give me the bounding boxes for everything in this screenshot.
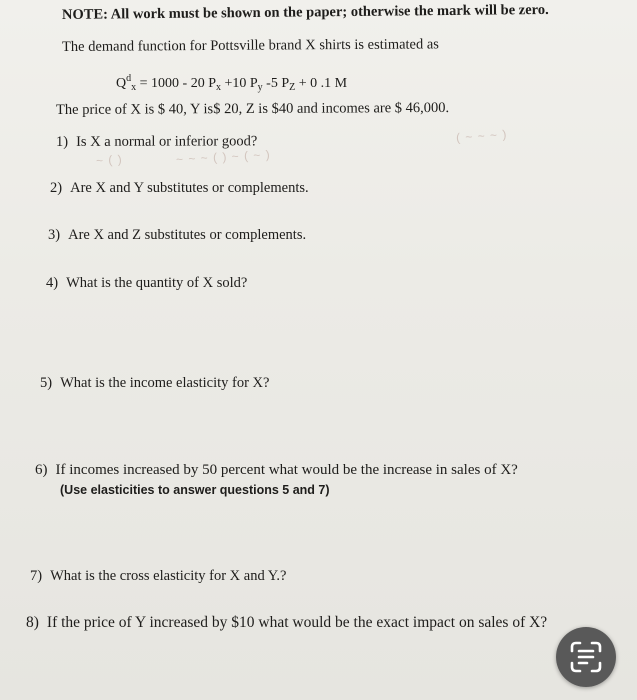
question-4 bbox=[46, 274, 247, 292]
question-6-note: (Use elasticities to answer questions 5 and 7) bbox=[60, 483, 330, 497]
question-number: 1) bbox=[55, 133, 69, 150]
formula-term-1: 1000 - 20 P bbox=[151, 76, 216, 91]
faint-handwriting-mark: ( ~ ~ ~ ) bbox=[455, 127, 508, 145]
formula-term-4: + 0 .1 M bbox=[295, 76, 348, 91]
question-number: 7) bbox=[30, 568, 43, 584]
formula-q-sup: d bbox=[126, 73, 132, 84]
question-1 bbox=[56, 132, 257, 151]
formula-q-sub: x bbox=[131, 82, 137, 93]
question-6 bbox=[35, 461, 518, 479]
demand-formula bbox=[116, 70, 347, 97]
question-7 bbox=[30, 567, 286, 585]
formula-term-3: -5 P bbox=[262, 76, 290, 91]
question-5 bbox=[40, 374, 269, 392]
text-scan-button[interactable] bbox=[556, 627, 616, 687]
text-scan-icon bbox=[569, 640, 603, 674]
formula-term-2: +10 P bbox=[220, 76, 258, 91]
question-2 bbox=[50, 179, 309, 197]
question-8 bbox=[26, 614, 547, 632]
question-text: Are X and Z substitutes or complements. bbox=[68, 227, 307, 243]
question-text: Is X a normal or inferior good? bbox=[76, 133, 258, 150]
question-number: 5) bbox=[40, 375, 53, 391]
formula-term-3-sub: Z bbox=[289, 82, 296, 93]
question-3 bbox=[48, 226, 306, 244]
formula-term-1-sub: x bbox=[215, 82, 221, 93]
intro-text: The demand function for Pottsville brand X shirts is estimated as bbox=[61, 36, 439, 55]
question-text: If the price of Y increased by $10 what would be the exact impact on sales of X? bbox=[46, 614, 548, 631]
prices-text: The price of X is $ 40, Y is$ 20, Z is $40 and incomes are $ 46,000. bbox=[55, 99, 450, 118]
note-text: NOTE: All work must be shown on the paper; otherwise the mark will be zero. bbox=[61, 1, 549, 23]
question-text: What is the quantity of X sold? bbox=[66, 275, 248, 291]
faint-handwriting-mark: ~ ( ) bbox=[95, 152, 124, 168]
faint-handwriting-mark: ~ ~ ~ ( ) ~ ( ~ ) bbox=[175, 147, 272, 167]
question-text: What is the cross elasticity for X and Y.? bbox=[50, 568, 287, 584]
question-number: 4) bbox=[46, 275, 59, 291]
question-number: 6) bbox=[35, 462, 48, 478]
question-text: What is the income elasticity for X? bbox=[60, 375, 270, 391]
formula-eq: = bbox=[136, 76, 152, 91]
formula-q: Q bbox=[116, 76, 127, 91]
question-number: 8) bbox=[26, 614, 39, 631]
formula-term-2-sub: y bbox=[257, 82, 263, 93]
question-number: 3) bbox=[48, 227, 61, 243]
question-text: If incomes increased by 50 percent what would be the increase in sales of X? bbox=[55, 462, 518, 478]
question-text: Are X and Y substitutes or complements. bbox=[70, 180, 309, 196]
question-number: 2) bbox=[50, 180, 63, 196]
